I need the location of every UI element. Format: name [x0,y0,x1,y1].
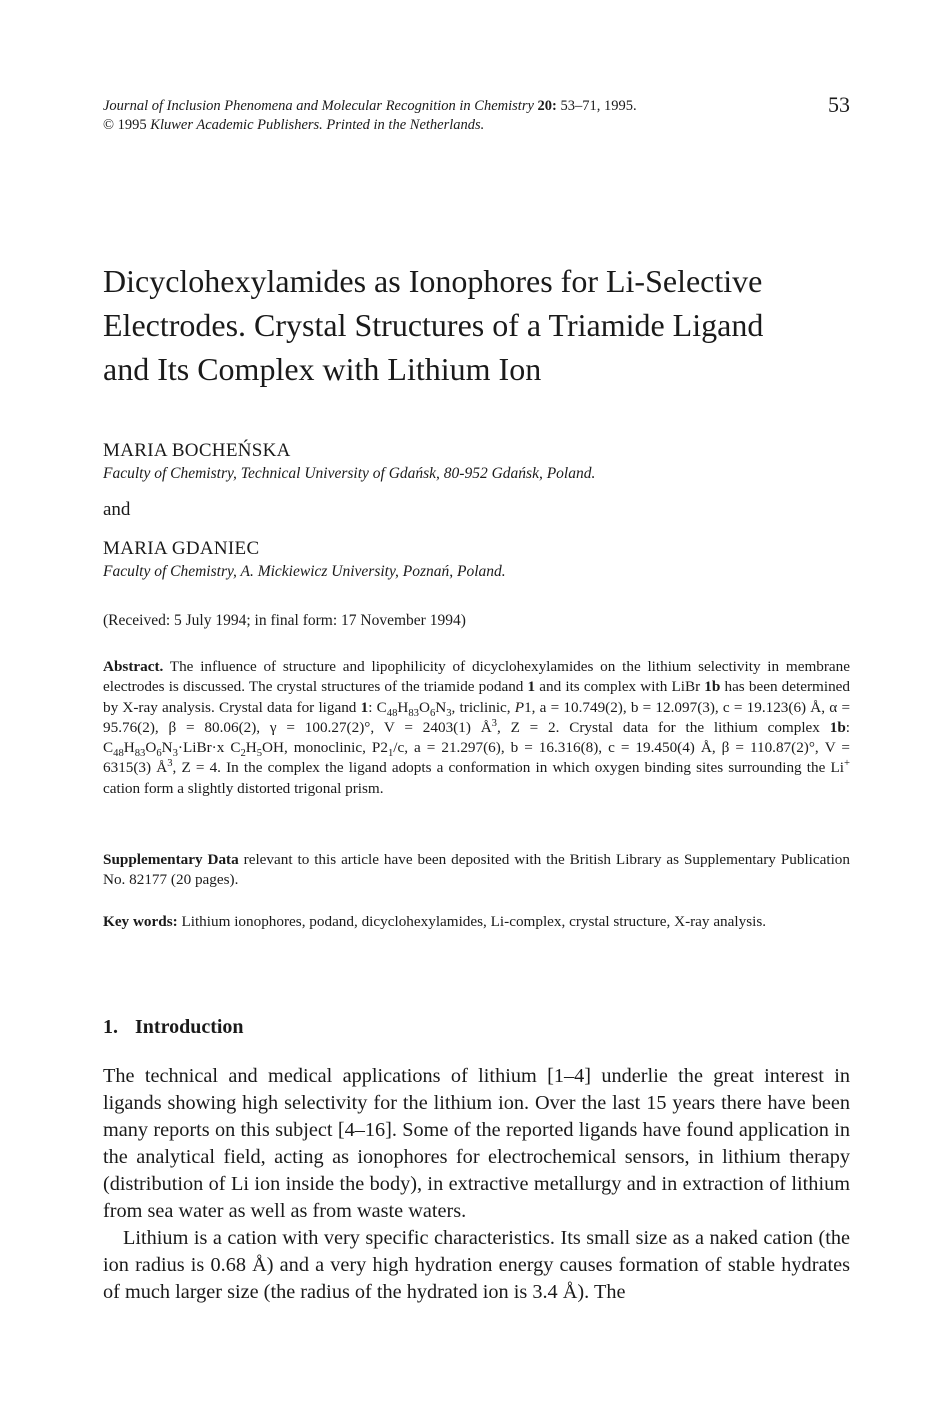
introduction-body [103,1063,850,1306]
abstract-text: : C [103,718,850,757]
space-group: 1 [524,698,532,716]
keywords [103,912,850,932]
intro-paragraph-2: Lithium is a cation with very specific characteristics. Its small size as a naked cation (the ion radius is 0.68 Å) and a very high hydration energy causes formation of stable hydrates of much larger size (the radius of the hydrated ion is 3.4 Å). The [103,1227,850,1303]
abstract-text: , Z = 4. In the complex the ligand adopts a conformation in which oxygen binding sites surrounding the Li [172,759,844,777]
supplementary-text: relevant to this article have been deposited with the British Library as Supplementary Publication No. 82177 (20 pages). [103,851,850,889]
running-header [103,97,743,135]
copyright-year: 1995 [117,117,147,133]
formula-element: O [145,739,157,757]
received-dates: (Received: 5 July 1994; in final form: 17 November 1994) [103,612,466,629]
formula-subscript: 6 [429,707,436,719]
compound-ref: 1 [527,678,536,696]
formula-element: N [435,698,447,716]
formula-subscript: 83 [408,707,419,719]
keywords-label: Key words: [103,913,178,930]
page-number: 53 [828,92,850,117]
formula-subscript: 6 [156,748,162,760]
intro-paragraph-1: The technical and medical applications of lithium [1–4] underlie the great interest in ligands showing high selectivity for the lithium ion. Over the last 15 years there have been many reports on this subject [4–16]. Some of the reported ligands have found application in the analytical field, acting as ionophores for electrochemical sensors, in lithium therapy (distribution of Li ion inside the body), in extractive metallurgy and in extraction of lithium from sea water as well as from waste waters. [103,1065,850,1222]
abstract-text: , triclinic, [451,698,515,716]
formula-element: N [161,739,173,757]
compound-ref: 1b [704,678,721,696]
keywords-text: Lithium ionophores, podand, dicyclohexylamides, Li-complex, crystal structure, X-ray analysis. [177,913,767,930]
abstract-text: , a = 10.749(2), b = 12.097(3), c = 19.123(6) Å, α = 95.76(2), β = 80.06(2), γ = 100.27(2)°, V = 2403(1) Å [103,698,851,736]
abstract-text: OH, monoclinic, P2 [262,739,388,757]
author-affiliation-1: Faculty of Chemistry, Technical University of Gdańsk, 80-952 Gdańsk, Poland. [103,465,596,482]
journal-citation-line [103,97,743,116]
superscript: 3 [167,758,173,770]
compound-ref: 1 [360,698,369,716]
journal-name: Journal of Inclusion Phenomena and Molecular Recognition in Chemistry [103,98,534,114]
abstract [103,657,850,799]
author-name-1: MARIA BOCHEŃSKA [103,440,291,461]
space-group: P [514,698,525,716]
formula-element: H [245,739,257,757]
section-number: 1. [103,1016,118,1038]
compound-ref: 1b [829,718,846,736]
author-name-2: MARIA GDANIEC [103,538,260,559]
article-title [103,259,863,391]
superscript: 3 [491,717,497,729]
abstract-text: : C [368,698,387,716]
section-heading [103,1016,244,1039]
abstract-text: /c, a = 21.297(6), b = 16.316(8), c = 19.450(4) Å, β = 110.87(2)°, V = 6315(3) Å [103,739,850,777]
section-title: Introduction [135,1016,244,1038]
publisher-line: Kluwer Academic Publishers. Printed in the Netherlands. [150,117,485,133]
author-separator: and [103,499,131,520]
abstract-text: and its complex with LiBr [535,678,705,696]
formula-subscript: 1 [387,748,394,760]
formula-subscript: 2 [240,748,246,760]
formula-subscript: 48 [113,748,124,760]
abstract-label: Abstract. [103,658,164,675]
abstract-text: ·LiBr·x C [177,739,241,757]
title-line-1: Dicyclohexylamides as Ionophores for Li-Selective [103,263,763,299]
abstract-text: The influence of structure and lipophilicity of dicyclohexylamides on the lithium selectivity in membrane electrodes is discussed. The crystal structures of the triamide podand [103,658,850,696]
copyright-symbol: © [103,117,115,133]
author-affiliation-2: Faculty of Chemistry, A. Mickiewicz University, Poznań, Poland. [103,563,506,580]
abstract-text: has been determined by X-ray analysis. Crystal data for ligand [103,678,850,716]
formula-element: H [123,739,135,757]
copyright-line [103,116,743,135]
title-line-2: Electrodes. Crystal Structures of a Triamide Ligand [103,307,764,343]
abstract-text: , Z = 2. Crystal data for the lithium complex [496,718,830,736]
superscript: + [844,758,850,770]
title-line-3: and Its Complex with Lithium Ion [103,351,542,387]
formula-subscript: 5 [256,748,263,760]
abstract-text: cation form a slightly distorted trigonal prism. [103,779,384,797]
supplementary-label: Supplementary Data [103,851,239,868]
formula-element: O [418,698,430,716]
journal-pages: 53–71, 1995. [560,98,637,114]
formula-subscript: 83 [134,748,146,760]
formula-element: H [397,698,409,716]
formula-subscript: 3 [446,707,452,719]
journal-volume: 20: [537,98,557,114]
formula-subscript: 3 [172,748,178,760]
formula-subscript: 48 [386,707,398,719]
supplementary-data [103,850,850,891]
